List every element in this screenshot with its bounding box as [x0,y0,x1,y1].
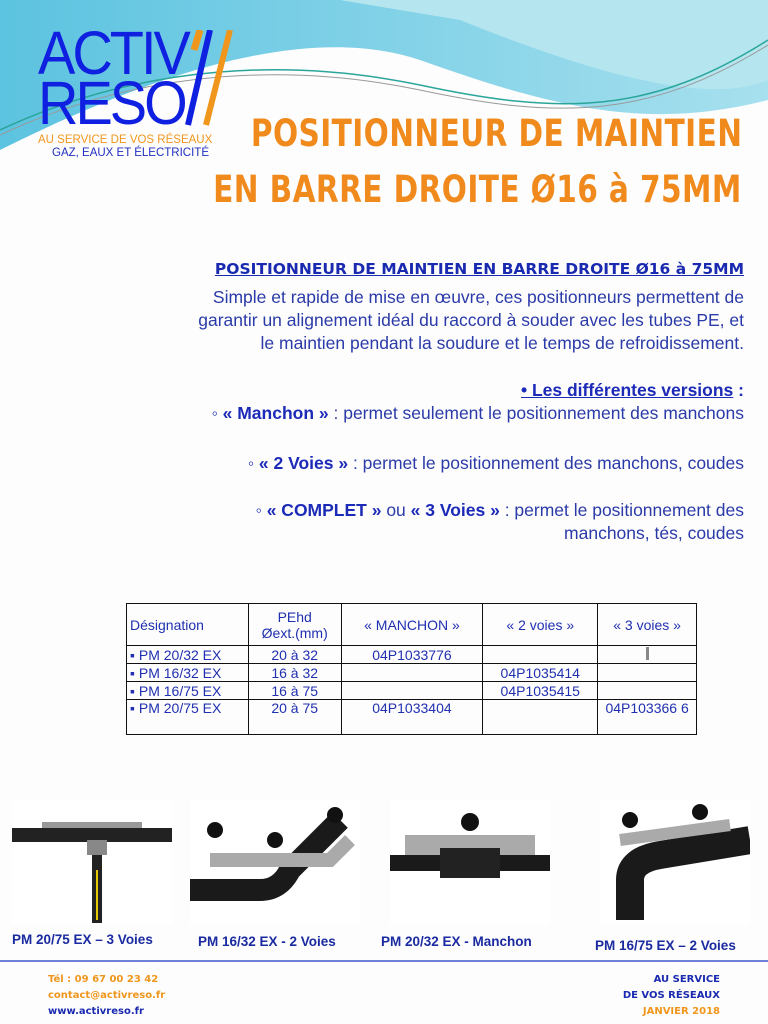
cell [598,646,697,664]
section-heading: POSITIONNEUR DE MAINTIEN EN BARRE DROITE Ø16 à 75MM [214,260,744,278]
cell: ▪ PM 16/75 EX [127,682,249,700]
version-desc: : permet seulement le positionnement des manchons [328,403,744,423]
table-row [127,664,697,682]
cell: ▪ PM 20/32 EX [127,646,249,664]
header-pehd-line1: PEhd [277,608,312,625]
cell: ▪ PM 20/75 EX [127,700,249,735]
intro-text [198,286,744,355]
version-2-voies [248,452,744,475]
version-name-alt: « 3 Voies » [410,500,505,520]
footer-date: JANVIER 2018 [642,1006,720,1017]
cell [341,664,483,682]
cell: 20 à 75 [248,700,341,735]
cursor-mark [646,647,649,660]
version-or: ou [386,500,411,520]
version-name: ◦ « 2 Voies » [247,453,349,473]
cell: 04P1035414 [483,664,598,682]
photo-pm-16-75-2-voies [600,800,750,925]
caption-photo-3: PM 20/32 EX - Manchon [381,934,532,949]
versions-heading [521,379,744,402]
table-row [127,646,697,664]
cell [483,700,598,735]
version-name: ◦ « Manchon » [211,403,329,423]
intro-line: garantir un alignement idéal du raccord à souder avec les tubes PE, et [198,310,744,330]
photo-pm-16-32-2-voies [190,800,360,925]
version-complet [256,499,744,545]
header-3-voies: « 3 voies » [598,604,697,646]
caption-photo-1: PM 20/75 EX – 3 Voies [12,932,153,947]
footer-email[interactable]: contact@activreso.fr [48,990,166,1001]
version-name: ◦ « COMPLET » [255,500,387,520]
logo-tagline-2: GAZ, EAUX ET ÉLECTRICITÉ [52,147,209,159]
versions-colon: : [733,380,744,400]
cell [341,682,483,700]
footer-contact [48,972,165,1020]
footer-divider [0,960,768,962]
photo-pm-20-32-manchon [390,800,550,925]
caption-photo-2: PM 16/32 EX - 2 Voies [198,934,336,949]
cell [598,682,697,700]
footer-website[interactable]: www.activreso.fr [48,1006,144,1017]
versions-label: • Les différentes versions [520,380,734,400]
intro-line: Simple et rapide de mise en œuvre, ces positionneurs permettent de [212,287,744,307]
footer-phone: Tél : 09 67 00 23 42 [48,974,159,985]
header-pehd [248,604,341,646]
logo-tagline-1: AU SERVICE DE VOS RÉSEAUX [38,134,213,146]
logo [38,18,188,138]
cell: 04P1033404 [341,700,483,735]
intro-line: le maintien pendant la soudure et le temps de refroidissement. [260,333,744,353]
table-row [127,700,697,735]
footer-tagline-1: AU SERVICE [653,974,720,985]
header-pehd-line2: Øext.(mm) [261,624,328,641]
header-designation: Désignation [127,604,249,646]
cell: 04P1035415 [483,682,598,700]
cell: ▪ PM 16/32 EX [127,664,249,682]
logo-slashes-icon [180,30,240,130]
version-manchon [212,402,744,425]
version-desc: : permet le positionnement des manchons, coudes [348,453,744,473]
photo-pm-20-75-3-voies [12,800,172,925]
cell [598,664,697,682]
cell [483,646,598,664]
version-desc: : permet le positionnement des [504,500,744,520]
cell: 20 à 32 [248,646,341,664]
logo-line2: RESO [38,68,185,138]
footer-tagline-2: DE VOS RÉSEAUX [622,990,720,1001]
table-header-row [127,604,697,646]
header-2-voies: « 2 voies » [483,604,598,646]
version-desc-2: manchons, tés, coudes [564,523,744,543]
logo-line1: ACTIV [38,18,188,88]
cell: 04P103366 6 [598,700,697,735]
product-table [126,603,697,735]
cell: 16 à 32 [248,664,341,682]
footer-right [623,972,720,1020]
page-title-line2: EN BARRE DROITE Ø16 à 75MM [213,168,742,211]
table-row [127,682,697,700]
cell: 16 à 75 [248,682,341,700]
header-manchon: « MANCHON » [341,604,483,646]
caption-photo-4: PM 16/75 EX – 2 Voies [595,938,736,953]
page-title-line1: POSITIONNEUR DE MAINTIEN [250,112,742,155]
cell: 04P1033776 [341,646,483,664]
